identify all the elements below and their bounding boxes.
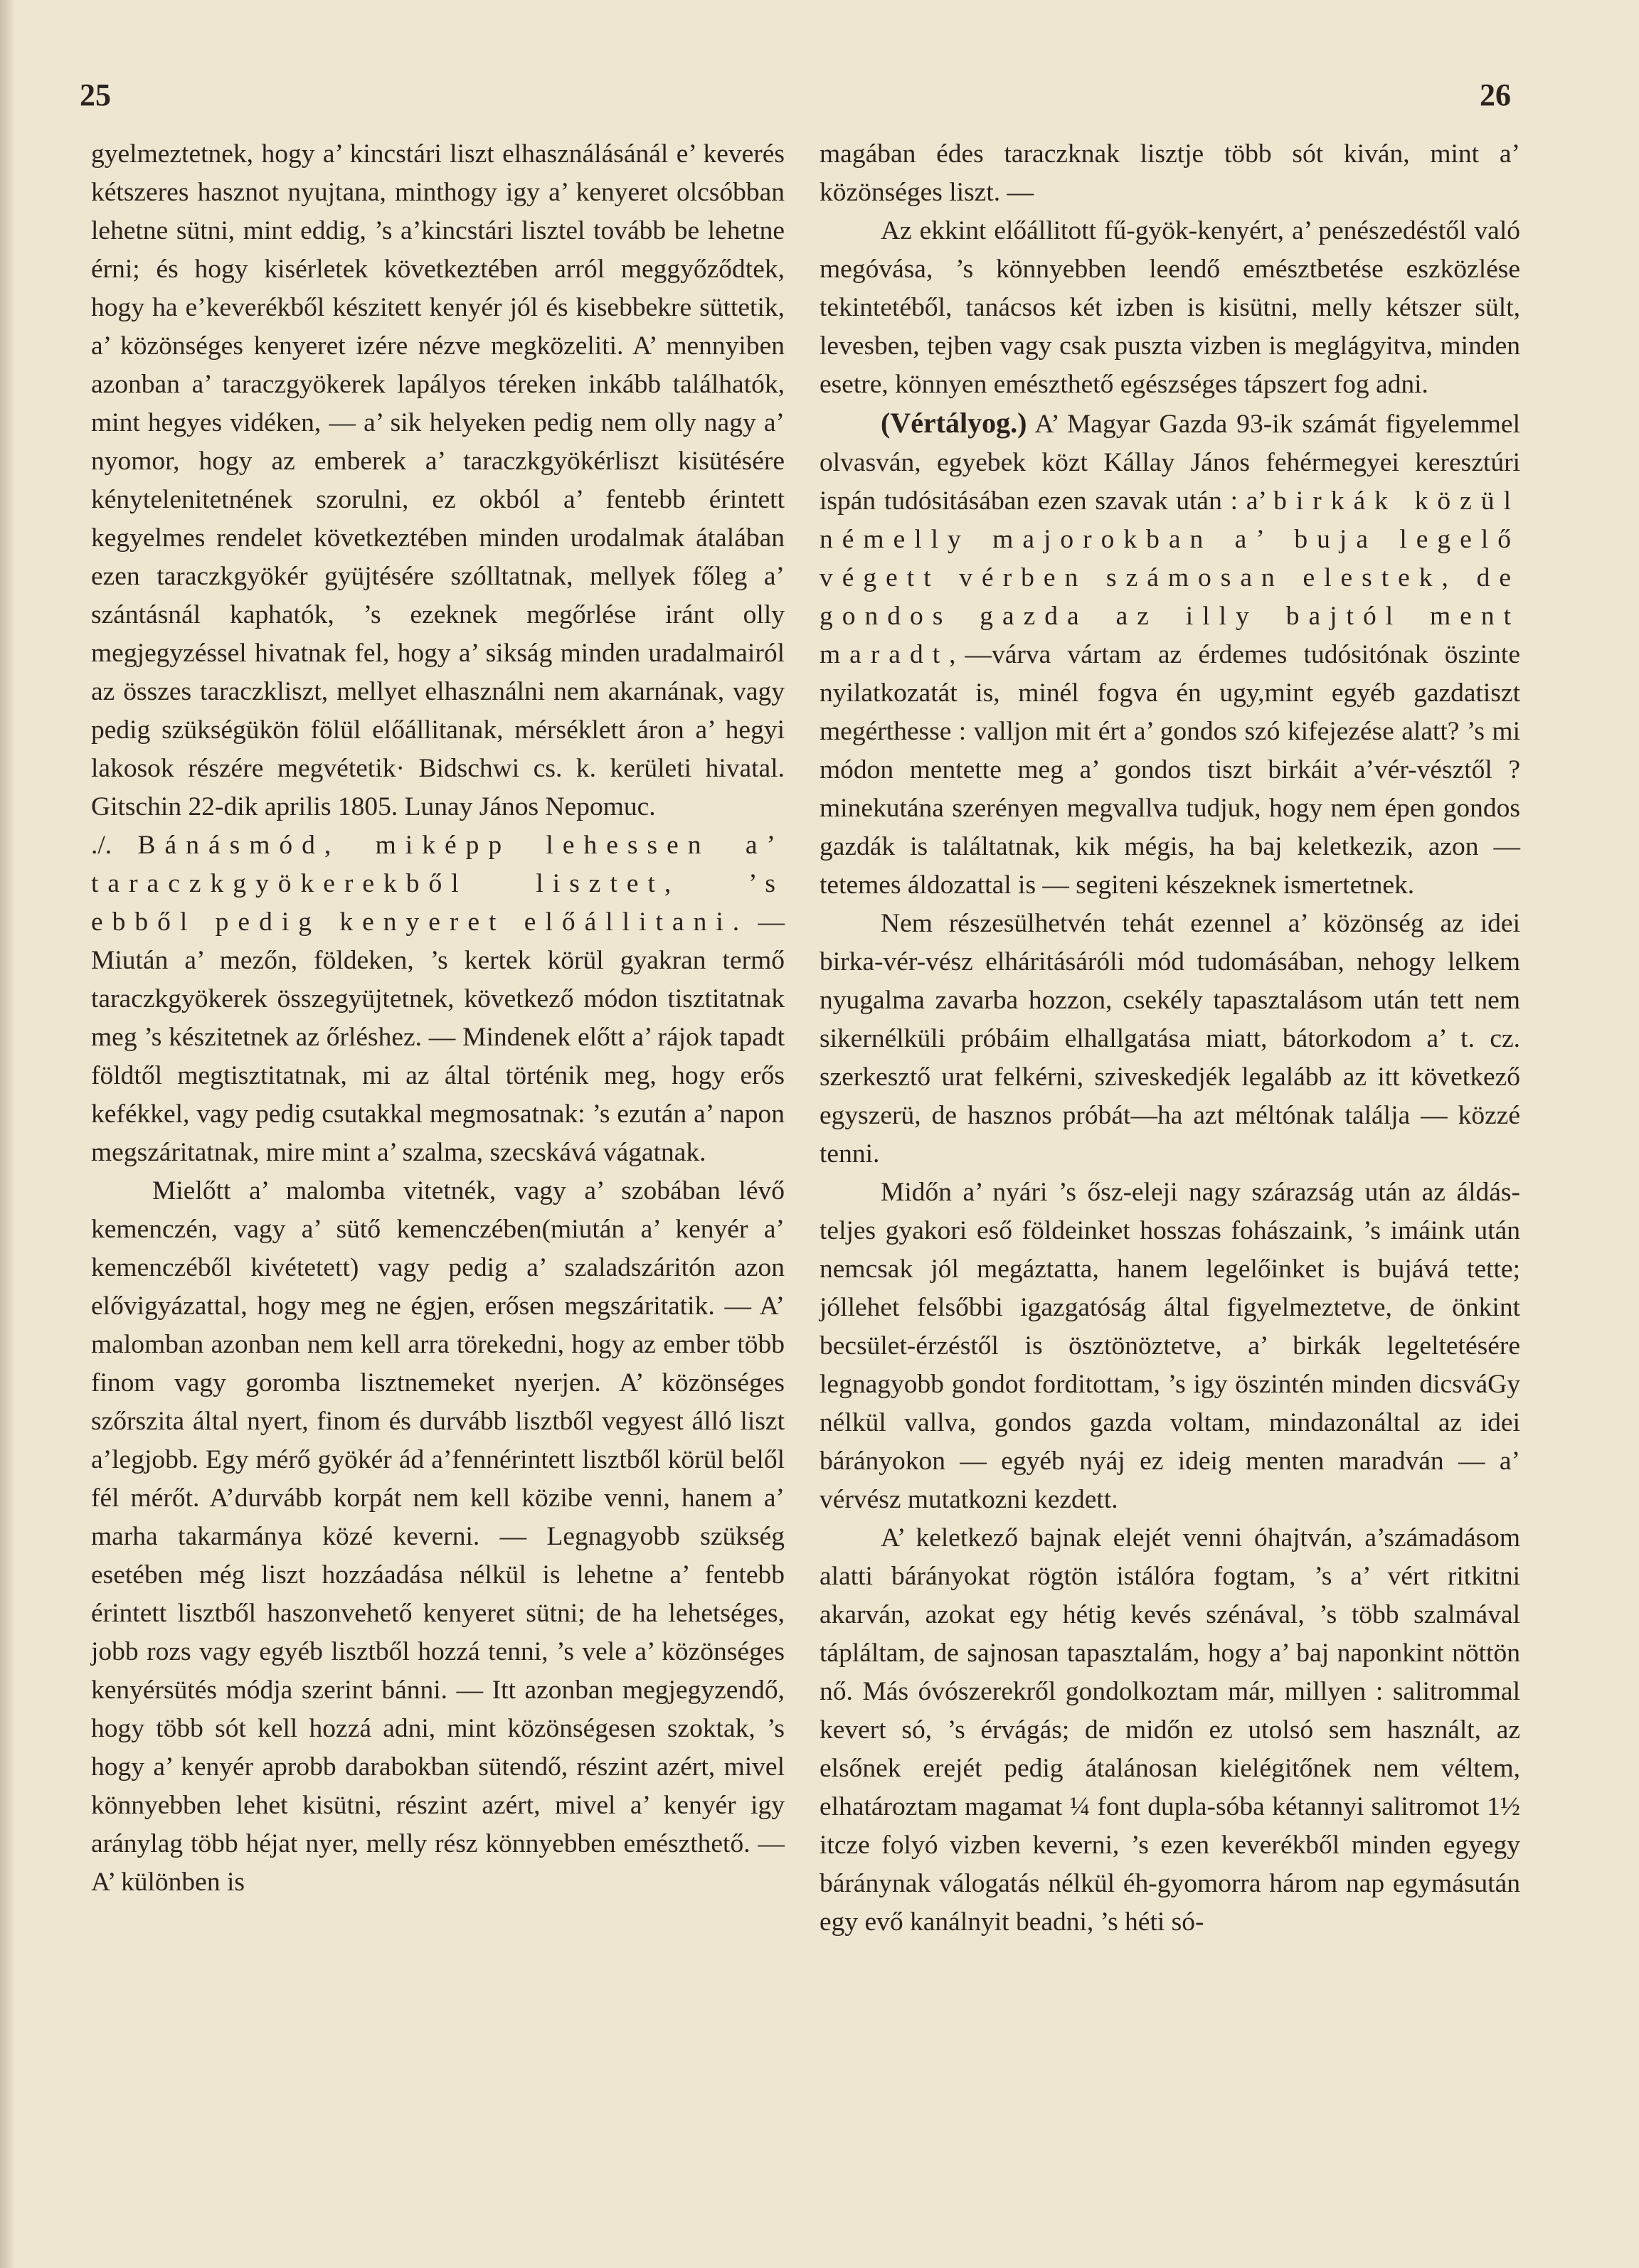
paragraph-vertalyog: [820, 404, 1520, 905]
quoted-passage: birkák közül némelly majorokban a’ buja legelő végett vérben számosan elestek, de gondos gazda az illy bajtól ment maradt,: [820, 486, 1520, 669]
page-number-right: 26: [1480, 78, 1511, 112]
paragraph: Mielőtt a’ malomba vitetnék, vagy a’ szobában lévő kemenczén, vagy a’ sütő kemenczében(miután a’ kenyér a’ kemenczéből kivétetett) vagy pedig a’ szaladszáritón azon elővigyázattal, hogy meg ne égjen, erősen megszáritatik. — A’ malomban azonban nem kell arra törekedni, hogy az ember több finom vagy goromba lisztnemeket nyerjen. A’ közönséges szőrszita által nyert, finom és durvább lisztből vegyest álló liszt a’legjobb. Egy mérő gyökér ád a’fennérintett lisztből körül belől fél mérőt. A’durvább korpát nem kell közibe venni, hanem a’ marha takarmánya közé keverni. — Legnagyobb szükség esetében még liszt hozzáadása nélkül is lehetne a’ fentebb érintett lisztből haszonvehető kenyeret sütni; de ha lehetséges, jobb rozs vagy egyéb lisztből hozzá tenni, ’s vele a’ közönséges kenyérsütés módja szerint bánni. — Itt azonban megjegyzendő, hogy több sót kell hozzá adni, mint közönségesen szoktak, ’s hogy a’ kenyér aprobb darabokban sütendő, részint azért, mivel könnyebben lehet kisütni, részint azért, mivel a’ kenyér igy aránylag több héjat nyer, melly rész könnyebben emészthető. — A’ különben is: [91, 1176, 785, 1897]
paragraph-body: A’ Magyar Gazda 93-ik számát figyelemmel olvasván, egyebek közt Kállay János fehérmegyei keresztúri ispán tudósitásában ezen szavak után : a’: [820, 410, 1520, 516]
paragraph-recipe: [91, 826, 785, 1172]
page-gutter-shadow: [0, 0, 16, 2268]
paragraph-marker: ./.: [91, 831, 138, 860]
page-number-left: 25: [80, 78, 111, 112]
paragraph: A’ keletkező bajnak elejét venni óhajtván, a’számadásom alatti bárányokat rögtön istálóra fogtam, ’s a’ vért ritkitni akarván, azokat egy hétig kevés szénával, ’s több szalmával tápláltam, de sajnosan tapasztalám, hogy a’ baj naponkint nöttön nő. Más óvószerekről gondolkoztam már, millyen : salitrommal kevert só, ’s érvágás; de midőn ez utolsó sem használt, az elsőnek erejét pedig átalánosan kielégitőnek nem véltem, elhatároztam magamat ¼ font dupla-sóba kétannyi salitromot 1½ itcze folyó vizben keverni, ’s ezen keverékből minden egyegy báránynak válogatás nélkül éh-gyomorra három nap egymásután egy evő kanálnyit beadni, ’s héti só-: [820, 1523, 1520, 1937]
left-text-column: [91, 135, 785, 1902]
paragraph: Nem részesülhetvén tehát ezennel a’ közönség az idei birka-vér-vész elháritásáróli mód tudomásában, nehogy lelkem nyugalma zavarba hozzon, csekély tapasztalásom után tett nem sikernélküli próbáim elhallgatása miatt, bátorkodom a’ t. cz. szerkesztő urat felkérni, sziveskedjék legalább az itt következő egyszerü, de hasznos próbát—ha azt méltónak találja — közzé tenni.: [820, 909, 1520, 1168]
paragraph: Midőn a’ nyári ’s ősz-eleji nagy szárazság után az áldás-teljes gyakori eső földeinket hosszas fohászaink, ’s imáink után nemcsak jól megáztatta, hanem legelőinket is bujává tette; jóllehet felsőbbi igazgatóság által figyelmeztetve, de önkint becsület-érzéstől is ösztönöztetve, a’ birkák legeltetésére legnagyobb gondot forditottam, ’s igy öszintén minden dicsváGy nélkül vallva, gondos gazda voltam, mindazonáltal az idei bárányokon — egyéb nyáj ez ideig menten maradván — a’ vérvész mutatkozni kezdett.: [820, 1178, 1520, 1514]
paragraph-body: — Miután a’ mezőn, földeken, ’s kertek körül gyakran termő taraczkgyökerek összegyüjtetnek, következő módon tisztitatnak meg ’s készitetnek az őrléshez. — Mindenek előtt a’ rájok tapadt földtől megtisztitatnak, mi az által történik meg, hogy erős kefékkel, vagy pedig csutakkal megmosatnak: ’s ezután a’ napon megszáritatnak, mire mint a’ szalma, szecskává vágatnak.: [91, 907, 785, 1167]
paragraph-body-tail: —várva vártam az érdemes tudósitónak öszinte nyilatkozatát is, minél fogva én ugy,mint egyéb gazdatiszt megérthesse : valljon mit ért a’ gondos szó kifejezése alatt? ’s mi módon mentette meg a’ gondos tiszt birkáit a’vér-vésztől ? minekutána szerényen megvallva tudjuk, hogy nem épen gondos gazdák is találtatnak, kik mégis, ha baj keletkezik, azon — tetemes áldozattal is — segiteni készeknek ismertetnek.: [820, 640, 1520, 900]
paragraph: gyelmeztetnek, hogy a’ kincstári liszt elhasználásánál e’ keverés kétszeres hasznot nyujtana, minthogy igy a’ kenyeret olcsóbban lehetne sütni, mint eddig, ’s a’kincstári lisztel tovább be lehetne érni; és hogy kisérletek következtében arról meggyőződtek, hogy ha e’keverékből készitett kenyér jól és kisebbekre süttetik, a’ közönséges kenyeret izére nézve megközeliti. A’ mennyiben azonban a’ taraczgyökerek lapályos téreken inkább találhatók, mint hegyes vidéken, — a’ sik helyeken pedig nem olly nagy a’ nyomor, hogy az emberek a’ taraczkgyökérliszt kisütésére kénytelenitetnének szorulni, ez okból a’ fentebb érintett kegyelmes rendelet következtében minden urodalmak átalában ezen taraczkgyökér gyüjtésére szólltatnak, mellyek főleg a’ szántásnál kaphatók, ’s ezeknek megőrlése iránt olly megjegyzéssel hivatnak fel, hogy a’ sikság minden uradalmairól az összes taraczkliszt, mellyet elhasználni nem akarnának, vagy pedig szükségükön fölül előállitanak, mérséklett áron a’ hegyi lakosok részére megvétetik· Bidschwi cs. k. kerületi hivatal. Gitschin 22-dik aprilis 1805. Lunay János Nepomuc.: [91, 139, 785, 821]
paragraph: Az ekkint előállitott fű-gyök-kenyért, a’ penészedéstől való megóvása, ’s könnyebben leendő emésztbetése eszközlése tekintetéből, tanácsos két izben is kisütni, melly kétszer sült, levesben, tejben vagy csak puszta vizben is meglágyitva, minden esetre, könnyen emészthető egészséges tápszert fog adni.: [820, 216, 1520, 399]
recipe-title: Bánásmód, miképp lehessen a’ taraczkgyökerekből lisztet, ’s ebből pedig kenyeret előállitani.: [91, 831, 785, 937]
right-text-column: [820, 135, 1520, 1942]
paragraph: magában édes taraczknak lisztje több sót kiván, mint a’ közönséges liszt. —: [820, 139, 1520, 207]
section-heading: (Vértályog.): [881, 407, 1027, 439]
